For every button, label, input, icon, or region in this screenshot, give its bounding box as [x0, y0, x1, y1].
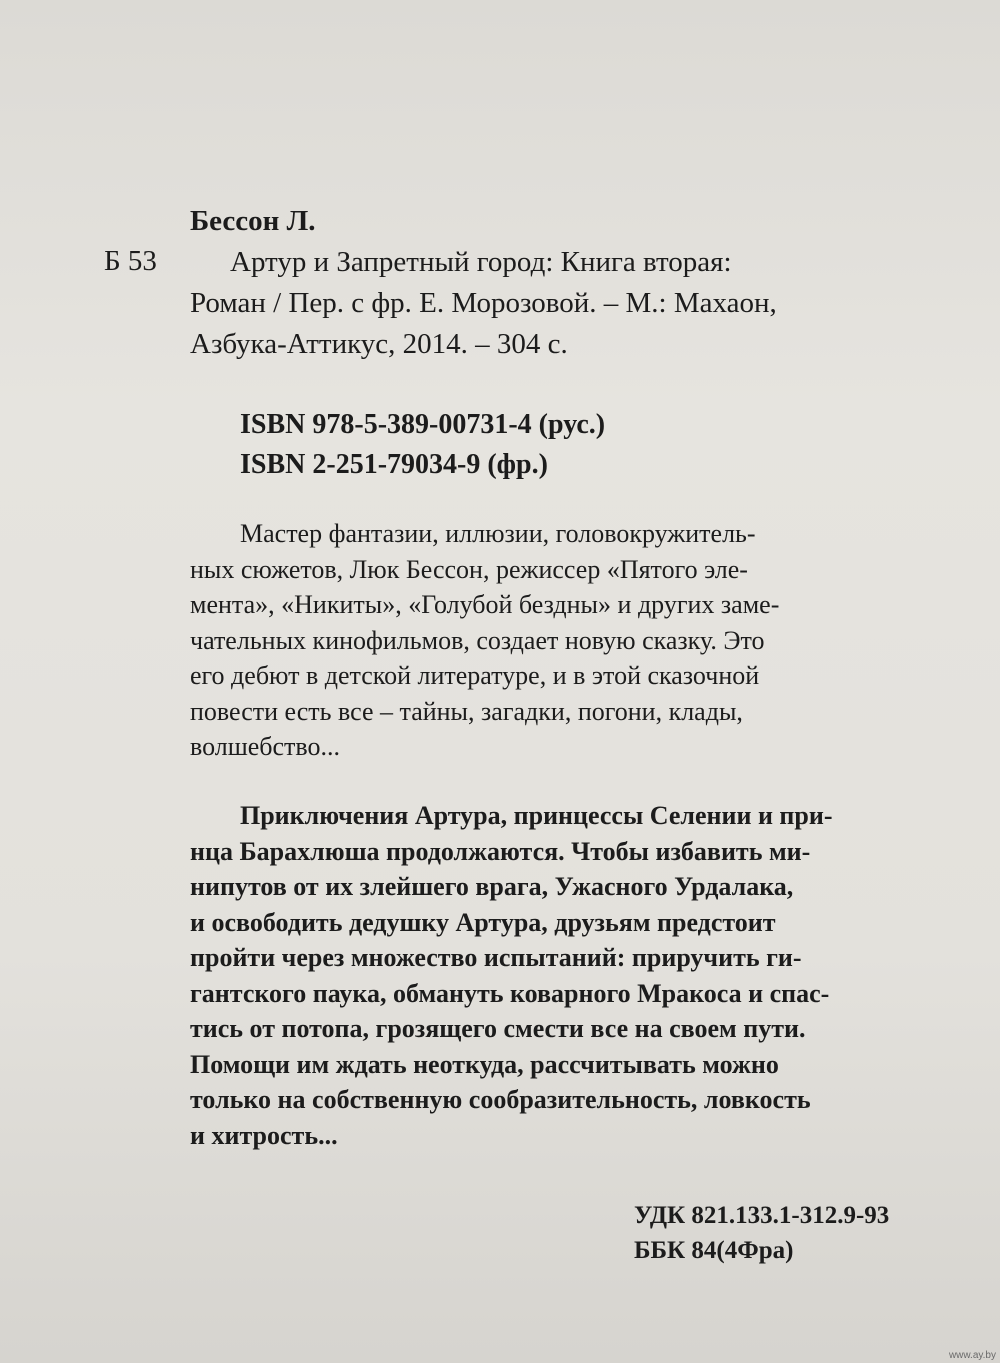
bibliographic-description	[190, 242, 942, 365]
annotation-line: Помощи им ждать неоткуда, рассчитывать можно	[190, 1049, 779, 1079]
annotation-line: гантского паука, обмануть коварного Мракоса и спас-	[190, 978, 830, 1008]
isbn-fr: ISBN 2-251-79034-9 (фр.)	[240, 449, 548, 480]
annotation-line: и хитрость...	[190, 1120, 338, 1150]
udk-code: УДК 821.133.1-312.9-93	[634, 1202, 890, 1229]
annotation-line: только на собственную сообразительность, ловкость	[190, 1085, 811, 1114]
annotation-line: пройти через множество испытаний: приручить ги-	[190, 943, 802, 972]
annotation-line: чательных кинофильмов, создает новую сказку. Это	[190, 625, 765, 655]
annotation-line: волшебство...	[190, 732, 341, 761]
classification-codes	[634, 1198, 889, 1268]
annotation-line: и освободить дедушку Артура, друзьям предстоит	[190, 907, 776, 937]
annotation-line: Мастер фантазии, иллюзии, головокружитель-	[240, 519, 756, 548]
bibliography-line: Азбука-Аттикус, 2014. – 304 с.	[190, 328, 568, 360]
bbk-code: ББК 84(4Фра)	[634, 1237, 794, 1264]
annotation-line: ных сюжетов, Люк Бессон, режиссер «Пятого эле-	[190, 554, 748, 584]
annotation-line: его дебют в детской литературе, и в этой сказочной	[190, 661, 760, 690]
annotation-line: повести есть все – тайны, загадки, погони, клады,	[190, 696, 743, 726]
annotation-line: нца Барахлюша продолжаются. Чтобы избавить ми-	[190, 836, 811, 866]
bibliography-line: Артур и Запретный город: Книга вторая:	[230, 246, 732, 278]
annotation-line: нипутов от их злейшего врага, Ужасного Урдалака,	[190, 872, 794, 901]
bibliography-line: Роман / Пер. с фр. Е. Морозовой. – М.: Махаон,	[190, 287, 777, 319]
annotation-line: мента», «Никиты», «Голубой бездны» и других заме-	[190, 590, 780, 619]
watermark: www.ay.by	[948, 1350, 996, 1361]
annotation-paragraph-2	[190, 798, 945, 1153]
author-name: Бессон Л.	[190, 205, 316, 237]
annotation-line: тись от потопа, грозящего смести все на своем пути.	[190, 1014, 806, 1043]
isbn-rus: ISBN 978-5-389-00731-4 (рус.)	[240, 409, 606, 440]
annotation-line: Приключения Артура, принцессы Селении и при-	[240, 801, 833, 830]
author-code: Б 53	[104, 245, 157, 277]
annotation-paragraph-1	[190, 516, 945, 765]
isbn-block	[240, 405, 605, 485]
